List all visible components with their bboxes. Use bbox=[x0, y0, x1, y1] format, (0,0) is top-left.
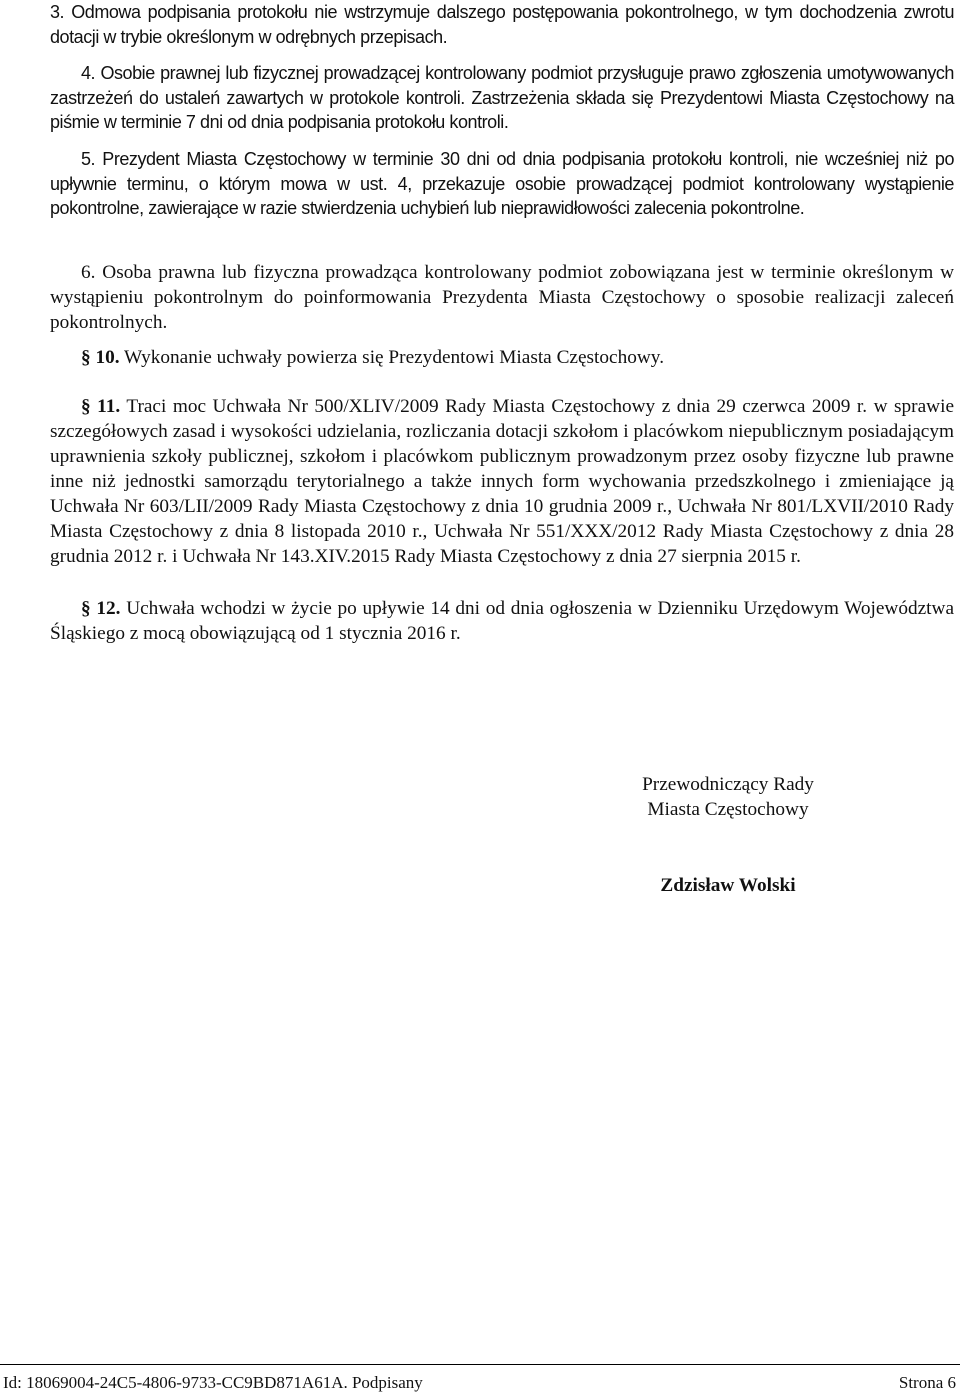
signature-title-line2: Miasta Częstochowy bbox=[647, 799, 809, 820]
section-11-number: § 11. bbox=[81, 396, 121, 417]
paragraph-3: 3. Odmowa podpisania protokołu nie wstrzymuje dalszego postępowania pokontrolnego, w tym dochodzenia zwrotu dotacji w trybie określonym w odrębnych przepisach. bbox=[50, 2, 954, 47]
section-12 bbox=[50, 596, 954, 646]
section-11 bbox=[50, 394, 954, 569]
page-number: Strona 6 bbox=[898, 1373, 956, 1392]
section-10-number: § 10. bbox=[81, 347, 120, 368]
paragraph-6 bbox=[50, 260, 954, 335]
signature-name: Zdzisław Wolski bbox=[660, 875, 796, 896]
section-10-text: Wykonanie uchwały powierza się Prezydentowi Miasta Częstochowy. bbox=[119, 347, 665, 368]
paragraph-6-text: 6. Osoba prawna lub fizyczna prowadząca kontrolowany podmiot zobowiązana jest w terminie określonym w wystąpieniu pokontrolnym do poinformowania Prezydenta Miasta Częstochowy o sposobie realizacji zaleceń pokontrolnych. bbox=[50, 262, 954, 333]
section-11-text: Traci moc Uchwała Nr 500/XLIV/2009 Rady Miasta Częstochowy z dnia 29 czerwca 2009 r. w sprawie szczegółowych zasad i wysokości udzielania, rozliczania dotacji szkołom i placówkom niepublicznym posiadającym uprawnienia szkoły publicznej, szkołom i placówkom publicznym prowadzonym przez osoby fizyczne lub prawne inne niż jednostki samorządu terytorialnego a także innych form wychowania przedszkolnego i zmieniające ją Uchwała Nr 603/LII/2009 Rady Miasta Częstochowy z dnia 10 grudnia 2009 r., Uchwała Nr 801/LXVII/2010 Rady Miasta Częstochowy z dnia 8 listopada 2010 r., Uchwała Nr 551/XXX/2012 Rady Miasta Częstochowy z dnia 28 grudnia 2012 r. i Uchwała Nr 143.XIV.2015 Rady Miasta Częstochowy z dnia 27 sierpnia 2015 r. bbox=[50, 396, 955, 567]
section-12-text: Uchwała wchodzi w życie po upływie 14 dni od dnia ogłoszenia w Dzienniku Urzędowym Województwa Śląskiego z mocą obowiązującą od 1 stycznia 2016 r. bbox=[50, 598, 955, 644]
page-footer bbox=[0, 1364, 960, 1392]
paragraph-5: 5. Prezydent Miasta Częstochowy w terminie 30 dni od dnia podpisania protokołu kontroli, nie wcześniej niż po upływnie terminu, o którym mowa w ust. 4, przekazuje osobie prowadzącej podmiot kontrolowany wystąpienie pokontrolne, zawierające w razie stwierdzenia uchybień lub nieprawidłowości zalecenia pokontrolne. bbox=[50, 149, 954, 218]
document-id: Id: 18069004-24C5-4806-9733-CC9BD871A61A. Podpisany bbox=[3, 1373, 423, 1392]
section-10 bbox=[50, 345, 954, 370]
signature-title-line1: Przewodniczący Rady bbox=[642, 774, 814, 795]
paragraph-4: 4. Osobie prawnej lub fizycznej prowadzącej kontrolowany podmiot przysługuje prawo zgłoszenia umotywowanych zastrzeżeń do ustaleń zawartych w protokole kontroli. Zastrzeżenia składa się Prezydentowi Miasta Częstochowy na piśmie w terminie 7 dni od dnia podpisania protokołu kontroli. bbox=[50, 63, 954, 132]
section-12-number: § 12. bbox=[81, 598, 121, 619]
